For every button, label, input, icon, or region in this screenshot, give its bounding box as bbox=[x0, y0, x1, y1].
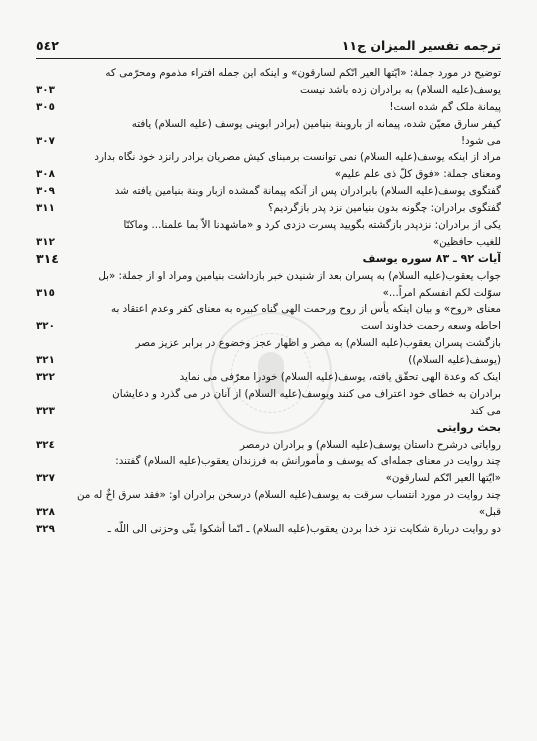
toc-line bbox=[36, 301, 501, 318]
entry-text: گفتگوی يوسف(عليه السلام) بابرادران پس از آنكه پيمانة گمشده ازبار وبنة بنيامين يافته شد bbox=[114, 185, 501, 198]
toc-line bbox=[36, 318, 501, 335]
toc-line bbox=[36, 369, 501, 386]
entry-page-number: ٣٢٧ bbox=[36, 472, 55, 485]
entry-text: چند روايت در مورد انتساب سرقت به يوسف(عليه السلام) درسخن برادران او: «فقد سرق اخٌ له من bbox=[77, 489, 501, 502]
toc-line bbox=[36, 183, 501, 200]
entry-page-number: ٣٢٨ bbox=[36, 506, 55, 519]
toc-line bbox=[36, 149, 501, 166]
entry-text: «ايّتها العير انّكم لسارقون» bbox=[385, 472, 501, 485]
entry-text: برادران به خطای خود اعتراف می كنند ويوسف(عليه السلام) از آنان در می گذرد و دعايشان bbox=[112, 387, 501, 400]
table-of-contents bbox=[36, 65, 501, 538]
entry-text: بازگشت پسران يعقوب(عليه السلام) به مصر و اظهار عجز وخضوع در برابر عزيز مصر bbox=[135, 337, 501, 350]
toc-line bbox=[36, 386, 501, 403]
entry-text: توضيح در مورد جملة: «ايّتها العير انّكم لسارقون» و اينكه اين جمله افتراء مذموم ومحرّمی كه bbox=[105, 67, 501, 79]
entry-text: می شود! bbox=[460, 134, 501, 147]
toc-line bbox=[36, 335, 501, 352]
toc-line bbox=[36, 521, 501, 538]
entry-page-number: ٣١٤ bbox=[36, 250, 59, 266]
entry-text: قبل» bbox=[478, 506, 501, 519]
entry-page-number: ٣١٢ bbox=[36, 235, 55, 248]
toc-line bbox=[36, 285, 501, 302]
toc-line bbox=[36, 234, 501, 251]
toc-line bbox=[36, 82, 501, 99]
toc-line bbox=[36, 453, 501, 470]
toc-line bbox=[36, 504, 501, 521]
entry-text: بحث روايتی bbox=[436, 420, 501, 434]
entry-page-number: ٣٢٢ bbox=[36, 371, 55, 384]
entry-page-number: ٣١١ bbox=[36, 202, 55, 215]
entry-text: پيمانة ملک گم شده است! bbox=[389, 100, 501, 113]
running-title: ترجمه تفسير الميزان ج١١ bbox=[341, 38, 501, 53]
entry-text: گفتگوی برادران: چگونه بدون بنيامين نزد پدر بازگرديم؟ bbox=[268, 202, 501, 215]
entry-text: دو روايت دربارة شكايت نزد خدا بردن يعقوب(عليه السلام) ـ انّما أشكوا بثّی وحزنی الی اللّه ـ bbox=[107, 523, 501, 536]
entry-text: اينک كه وعدة الهی تحقّق يافته، يوسف(عليه السلام) خودرا معرّفی می نمايد bbox=[179, 371, 501, 384]
entry-text: احاطه وسعه رحمت خداوند است bbox=[360, 320, 501, 333]
entry-text: يوسف(عليه السلام) به برادران زده باشد نيست bbox=[299, 83, 501, 96]
entry-page-number: ٣٢١ bbox=[36, 354, 55, 367]
entry-text: مراد از اينكه يوسف(عليه السلام) نمی توانست برمبنای كيش مصريان برادر رانزد خود نگاه بدارد bbox=[94, 151, 501, 164]
toc-line bbox=[36, 99, 501, 116]
entry-page-number: ٣٢٣ bbox=[36, 404, 55, 417]
toc-line bbox=[36, 217, 501, 234]
entry-text: للغيب حافظين» bbox=[432, 235, 501, 248]
entry-text: ومعنای جملة: «فوق كلّ ذی علم عليم» bbox=[334, 168, 501, 181]
section-heading bbox=[36, 251, 501, 268]
toc-line bbox=[36, 470, 501, 487]
entry-page-number: ٣١٥ bbox=[36, 286, 55, 299]
section-heading bbox=[36, 420, 501, 437]
entry-text: كيفر سارق معيّن شده، پيمانه از باروبنة بنيامين (برادر ابوينی يوسف (عليه السلام) يافته bbox=[131, 117, 501, 130]
entry-page-number: ٣٠٧ bbox=[36, 134, 55, 147]
entry-page-number: ٣٢٤ bbox=[36, 438, 55, 451]
entry-text: معنای «روح» و بيان اينكه يأس از روح ورحمت الهی گناه كبيره به معنای كفر وعدم اعتقاد به bbox=[110, 303, 501, 316]
entry-text: (يوسف(عليه السلام)) bbox=[408, 354, 501, 367]
toc-line bbox=[36, 200, 501, 217]
toc-line bbox=[36, 268, 501, 285]
entry-text: يكی از برادران: نزدپدر بازگشته بگوييد پسرت دزدی كرد و «ماشهدنا الاّ بما علمنا... وماكنّا bbox=[123, 219, 501, 232]
entry-text: رواياتی درشرح داستان يوسف(عليه السلام) و برادران درمصر bbox=[240, 438, 501, 451]
entry-text: آيات ٩٢ ـ ٨٣ سوره يوسف bbox=[362, 251, 501, 265]
toc-line bbox=[36, 352, 501, 369]
page-header bbox=[36, 38, 501, 59]
toc-line bbox=[36, 116, 501, 133]
entry-page-number: ٣٢٠ bbox=[36, 320, 55, 333]
toc-line bbox=[36, 487, 501, 504]
entry-page-number: ٣٠٨ bbox=[36, 168, 55, 181]
entry-text: جواب يعقوب(عليه السلام) به پسران بعد از شنيدن خبر بازداشت بنيامين ومراد او از جملة: «بل bbox=[98, 269, 501, 282]
entry-text: چند روايت در معنای جمله‌ای كه يوسف و مأمورانش به فرزندان يعقوب(عليه السلام) گفتند: bbox=[115, 455, 501, 468]
entry-text: می كند bbox=[470, 404, 501, 417]
entry-page-number: ٣٢٩ bbox=[36, 523, 55, 536]
entry-page-number: ٣٠٣ bbox=[36, 83, 55, 96]
entry-page-number: ٣٠٥ bbox=[36, 100, 55, 113]
entry-page-number: ٣٠٩ bbox=[36, 185, 55, 198]
toc-line bbox=[36, 133, 501, 150]
toc-line bbox=[36, 437, 501, 454]
toc-line bbox=[36, 166, 501, 183]
entry-text: سوّلت لكم انفسكم امراً...» bbox=[382, 286, 501, 299]
toc-line bbox=[36, 403, 501, 420]
page-number: ٥٤٢ bbox=[36, 38, 59, 53]
toc-line bbox=[36, 65, 501, 82]
